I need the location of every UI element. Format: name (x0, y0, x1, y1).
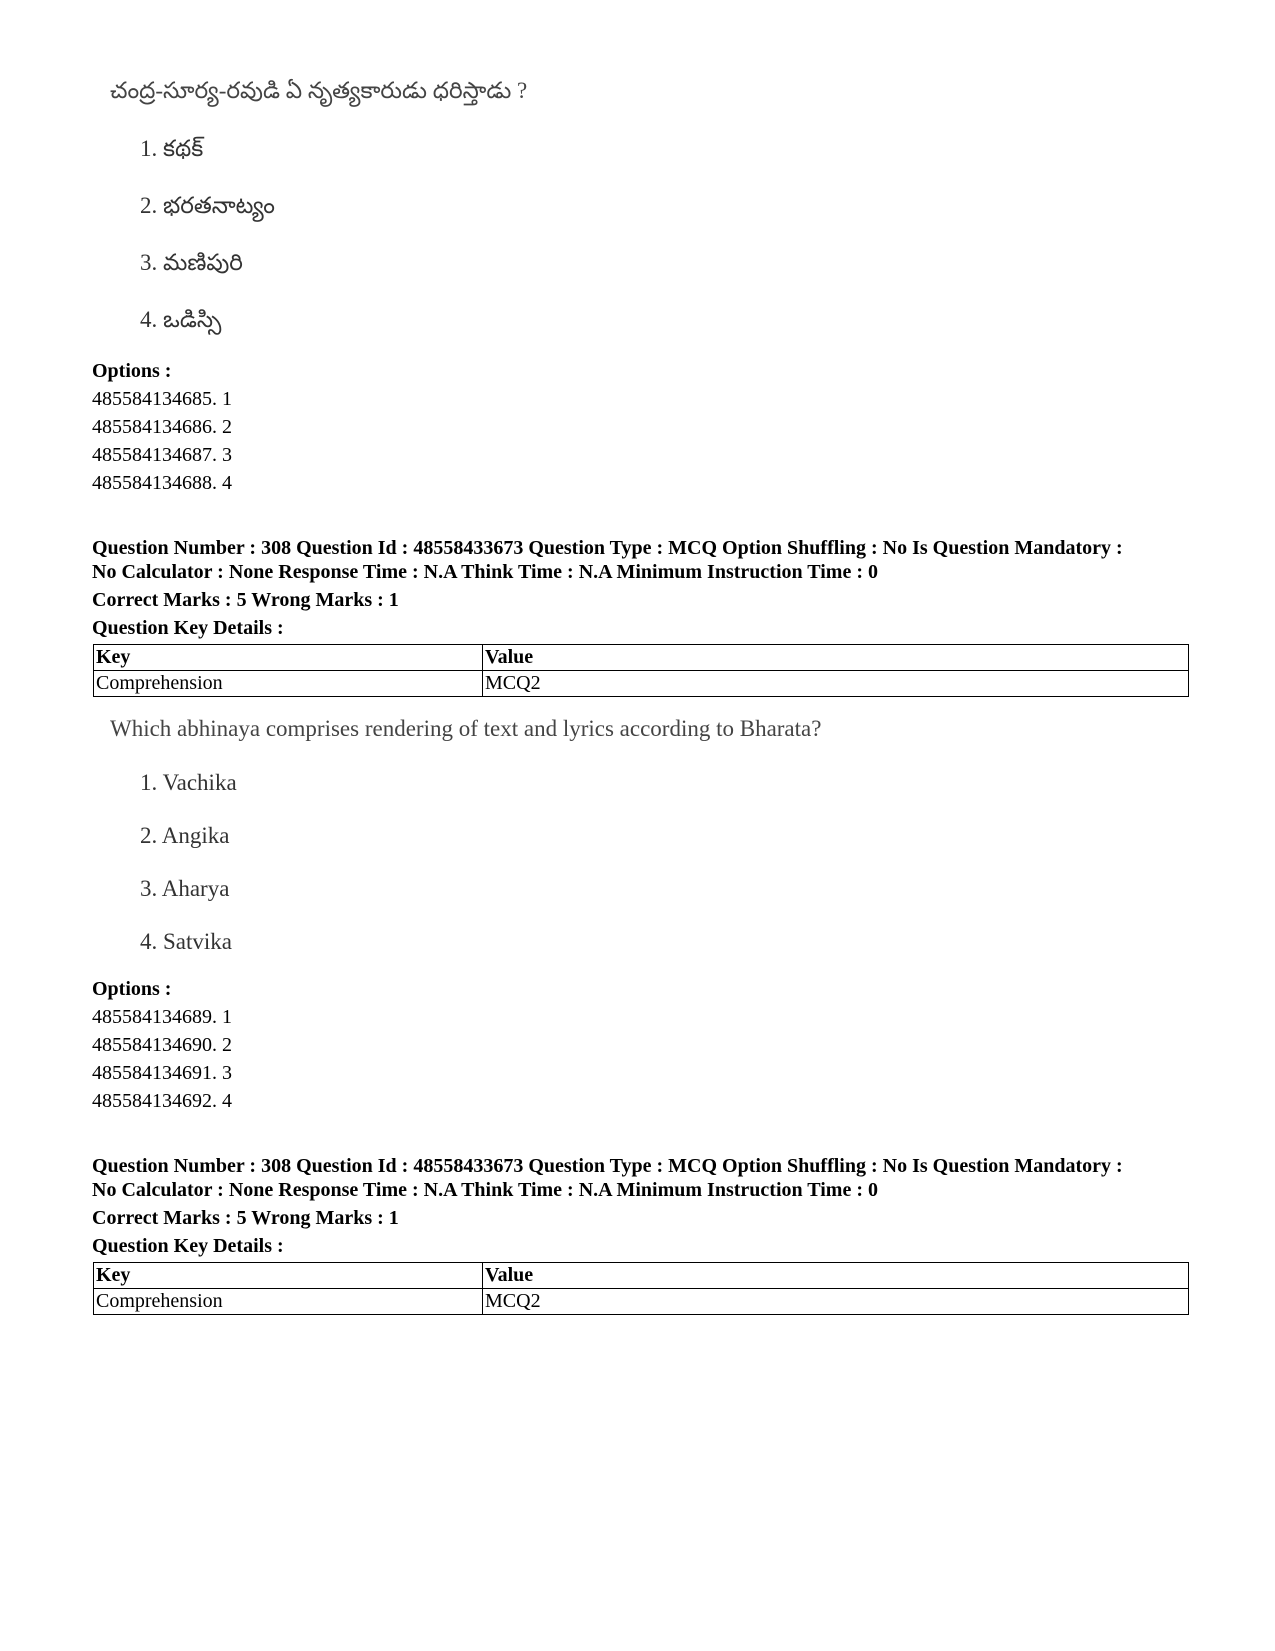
question-stem: చంద్ర-సూర్య-రవుడి ఏ నృత్యకారుడు ధరిస్తాడు ? (110, 78, 528, 103)
choice-item: 1. Vachika (140, 770, 237, 795)
table-cell-key: Comprehension (94, 671, 483, 697)
table-header-key: Key (94, 645, 483, 671)
question-meta-line: Question Number : 308 Question Id : 48558433673 Question Type : MCQ Option Shuffling : No Is Question Mandatory : (92, 537, 1123, 559)
choice-item: 3. Aharya (140, 876, 230, 901)
options-label: Options : (92, 360, 172, 382)
option-line: 485584134686. 2 (92, 416, 232, 438)
question-meta-line: No Calculator : None Response Time : N.A Think Time : N.A Minimum Instruction Time : 0 (92, 561, 878, 583)
choice-item: 2. Angika (140, 823, 230, 848)
choice-item: 3. మణిపురి (140, 250, 243, 275)
marks-line: Correct Marks : 5 Wrong Marks : 1 (92, 1207, 399, 1229)
question-meta (92, 536, 1192, 584)
options-label: Options : (92, 978, 172, 1000)
choice-item: 4. Satvika (140, 929, 232, 954)
key-value-table (93, 644, 1189, 697)
table-cell-value: MCQ2 (483, 671, 1189, 697)
option-line: 485584134685. 1 (92, 388, 232, 410)
option-line: 485584134689. 1 (92, 1006, 232, 1028)
table-row (94, 671, 1189, 697)
table-header-row (94, 645, 1189, 671)
choice-item: 2. భరతనాట్యం (140, 193, 275, 218)
table-header-key: Key (94, 1263, 483, 1289)
choice-item: 1. కథక్ (140, 136, 204, 161)
table-header-row (94, 1263, 1189, 1289)
table-header-value: Value (483, 645, 1189, 671)
key-value-table (93, 1262, 1189, 1315)
option-line: 485584134690. 2 (92, 1034, 232, 1056)
question-meta-line: No Calculator : None Response Time : N.A Think Time : N.A Minimum Instruction Time : 0 (92, 1179, 878, 1201)
table-cell-value: MCQ2 (483, 1289, 1189, 1315)
option-line: 485584134687. 3 (92, 444, 232, 466)
question-stem: Which abhinaya comprises rendering of text and lyrics according to Bharata? (110, 716, 822, 741)
question-meta-line: Question Number : 308 Question Id : 48558433673 Question Type : MCQ Option Shuffling : No Is Question Mandatory : (92, 1155, 1123, 1177)
question-meta (92, 1154, 1192, 1202)
choice-item: 4. ఒడిస్సి (140, 307, 222, 332)
key-details-label: Question Key Details : (92, 1235, 284, 1257)
table-header-value: Value (483, 1263, 1189, 1289)
key-details-label: Question Key Details : (92, 617, 284, 639)
marks-line: Correct Marks : 5 Wrong Marks : 1 (92, 589, 399, 611)
option-line: 485584134691. 3 (92, 1062, 232, 1084)
table-cell-key: Comprehension (94, 1289, 483, 1315)
table-row (94, 1289, 1189, 1315)
option-line: 485584134688. 4 (92, 472, 232, 494)
option-line: 485584134692. 4 (92, 1090, 232, 1112)
